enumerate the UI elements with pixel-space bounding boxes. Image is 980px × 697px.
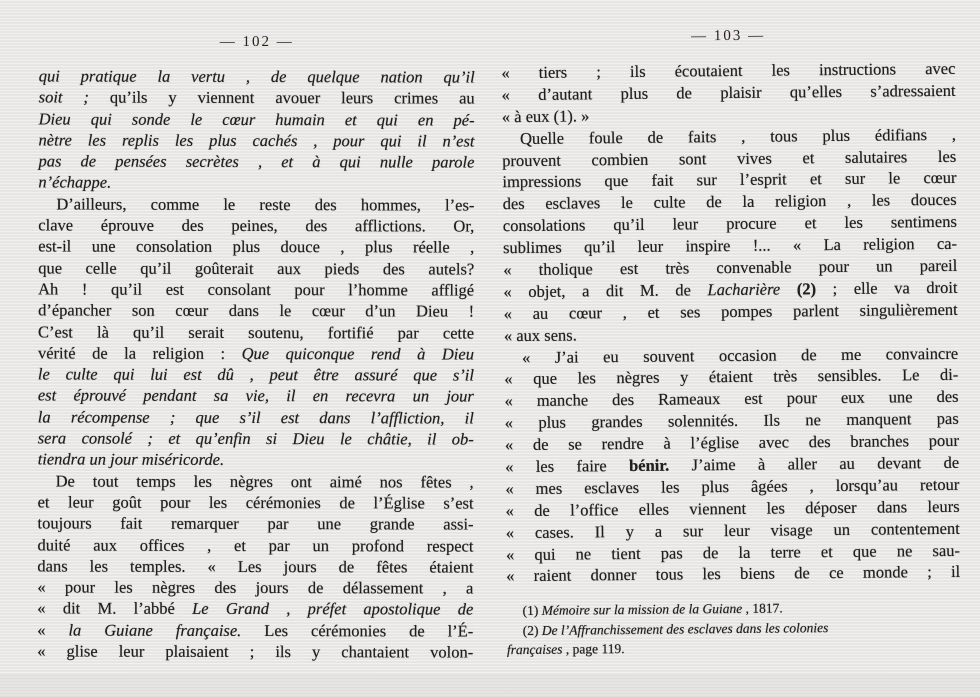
text-line: vérité de la religion : Que quiconque rend à Dieu: [37, 343, 475, 364]
text-line: « tiers ; ils écoutaient les instructions avec: [501, 58, 956, 83]
text-line: n’échappe.: [38, 172, 112, 193]
text-line: dans les temples. « Les jours de fêtes étaient: [37, 556, 474, 577]
text-line: nètre les replis les plus cachés , pour qui il n’est: [38, 130, 475, 151]
text-line: que celle qu’il goûterait aux pieds des autels?: [38, 258, 475, 279]
footnotes: [506, 597, 961, 660]
right-page: [501, 26, 961, 660]
text-line: Ah ! qu’il est consolant pour l’homme affligé: [38, 279, 475, 300]
text-line: « J’ai eu souvent occasion de me convaincre: [522, 343, 959, 367]
text-line: la récompense ; que s’il est dans l’affliction, il: [37, 407, 474, 428]
footnote-line: (1) Mémoire sur la mission de la Guiane , 1817.: [522, 600, 783, 619]
text-line: sublimes qu’il leur inspire !... « La religion ca-: [502, 233, 958, 258]
text-line: « qui ne tient pas de la terre et que ne sau-: [505, 540, 961, 564]
text-line: « au cœur , et ses pompes parlent singulièrement: [503, 299, 958, 323]
text-line: « aux sens.: [503, 325, 577, 345]
text-line: « les faire bénir. J’aime à aller au devant de: [505, 452, 960, 477]
text-line: toujours fait remarquer par une grande assi-: [37, 513, 474, 534]
page-number-right: — 103 —: [690, 27, 766, 45]
text-line: pas de pensées secrètes , et à qui nulle parole: [38, 151, 475, 172]
text-line: « plus grandes solennités. Ils ne manquent pas: [504, 409, 959, 433]
text-line: est-il une consolation plus douce , plus réelle ,: [38, 236, 475, 257]
text-line: « raient donner tous les biens de ce monde ; il: [506, 562, 961, 586]
text-line: Dieu qui sonde le cœur humain et qui en pé-: [38, 109, 475, 130]
left-page: [37, 33, 475, 662]
text-line: « mes esclaves les plus âgées , lorsqu’au retour: [505, 474, 960, 499]
text-line: « tholique est très convenable pour un pareil: [503, 255, 958, 280]
text-line: duité aux offices , et par un profond respect: [37, 534, 474, 556]
scan-bottom-artifact: [0, 673, 980, 697]
text-line: « dit M. l’abbé Le Grand , préfet apostolique de: [37, 598, 474, 619]
text-line: « objet, a dit M. de Lacharière (2) ; elle va droit: [503, 277, 958, 302]
text-line: qui pratique la vertu , de quelque nation qu’il: [38, 66, 475, 87]
text-line: « la Guiane française. Les cérémonies de l’É-: [37, 620, 474, 641]
text-line: des esclaves le culte de la religion , les douces: [502, 190, 957, 214]
text-line: « cases. Il y a sur leur visage un contentement: [505, 518, 960, 542]
footnote-line: françaises , page 119.: [506, 641, 625, 658]
text-line: consolations qu’il leur procure et les sentimens: [502, 212, 957, 236]
page-number-left: — 102 —: [219, 33, 294, 51]
text-line: sera consolé ; et qu’enfin si Dieu le châtie, il ob-: [37, 428, 474, 449]
text-line: « de se rendre à l’église avec des branches pour: [504, 430, 960, 455]
footnote-line: (2) De l’Affranchissement des esclaves dans les colonies: [522, 619, 829, 638]
text-line: et leur goût pour les cérémonies de l’Église s’est: [37, 492, 474, 513]
text-line: le culte qui lui est dû , peut être assuré que s’il: [37, 364, 474, 385]
left-page-text: [37, 65, 475, 662]
text-line: C’est là qu’il serait soutenu, fortifié par cette: [38, 321, 475, 343]
text-line: D’ailleurs, comme le reste des hommes, l’es-: [56, 194, 475, 215]
text-line: soit ; qu’ils y viennent avouer leurs crimes au: [38, 87, 475, 108]
text-line: est éprouvé pendant sa vie, il en recevra un jour: [37, 385, 474, 407]
text-line: « glise leur plaisaient ; ils y chantaient volon-: [37, 641, 474, 662]
text-line: Quelle foule de faits , tous plus édifians ,: [519, 124, 957, 148]
text-line: « pour les nègres des jours de délassement , a: [37, 577, 474, 598]
text-line: De tout temps les nègres ont aimé nos fêtes ,: [55, 471, 474, 492]
text-line: « d’autant plus de plaisir qu’elles s’adressaient: [501, 80, 956, 105]
text-line: « de l’office elles viennent les déposer dans leurs: [505, 496, 960, 520]
text-line: prouvent combien sont vives et salutaires les: [502, 146, 957, 170]
right-page-text: [501, 58, 960, 588]
text-line: « manche des Rameaux est pour eux une des: [504, 387, 959, 411]
text-line: clave éprouve des peines, des afflictions. Or,: [38, 215, 475, 236]
text-line: « à eux (1). »: [501, 106, 590, 126]
text-line: impressions que fait sur l’esprit et sur le cœur: [502, 168, 957, 192]
text-line: tiendra un jour miséricorde.: [37, 449, 225, 470]
text-line: d’épancher son cœur dans le cœur d’un Dieu !: [38, 300, 475, 321]
text-line: « que les nègres y étaient très sensibles. Le di-: [504, 365, 959, 389]
